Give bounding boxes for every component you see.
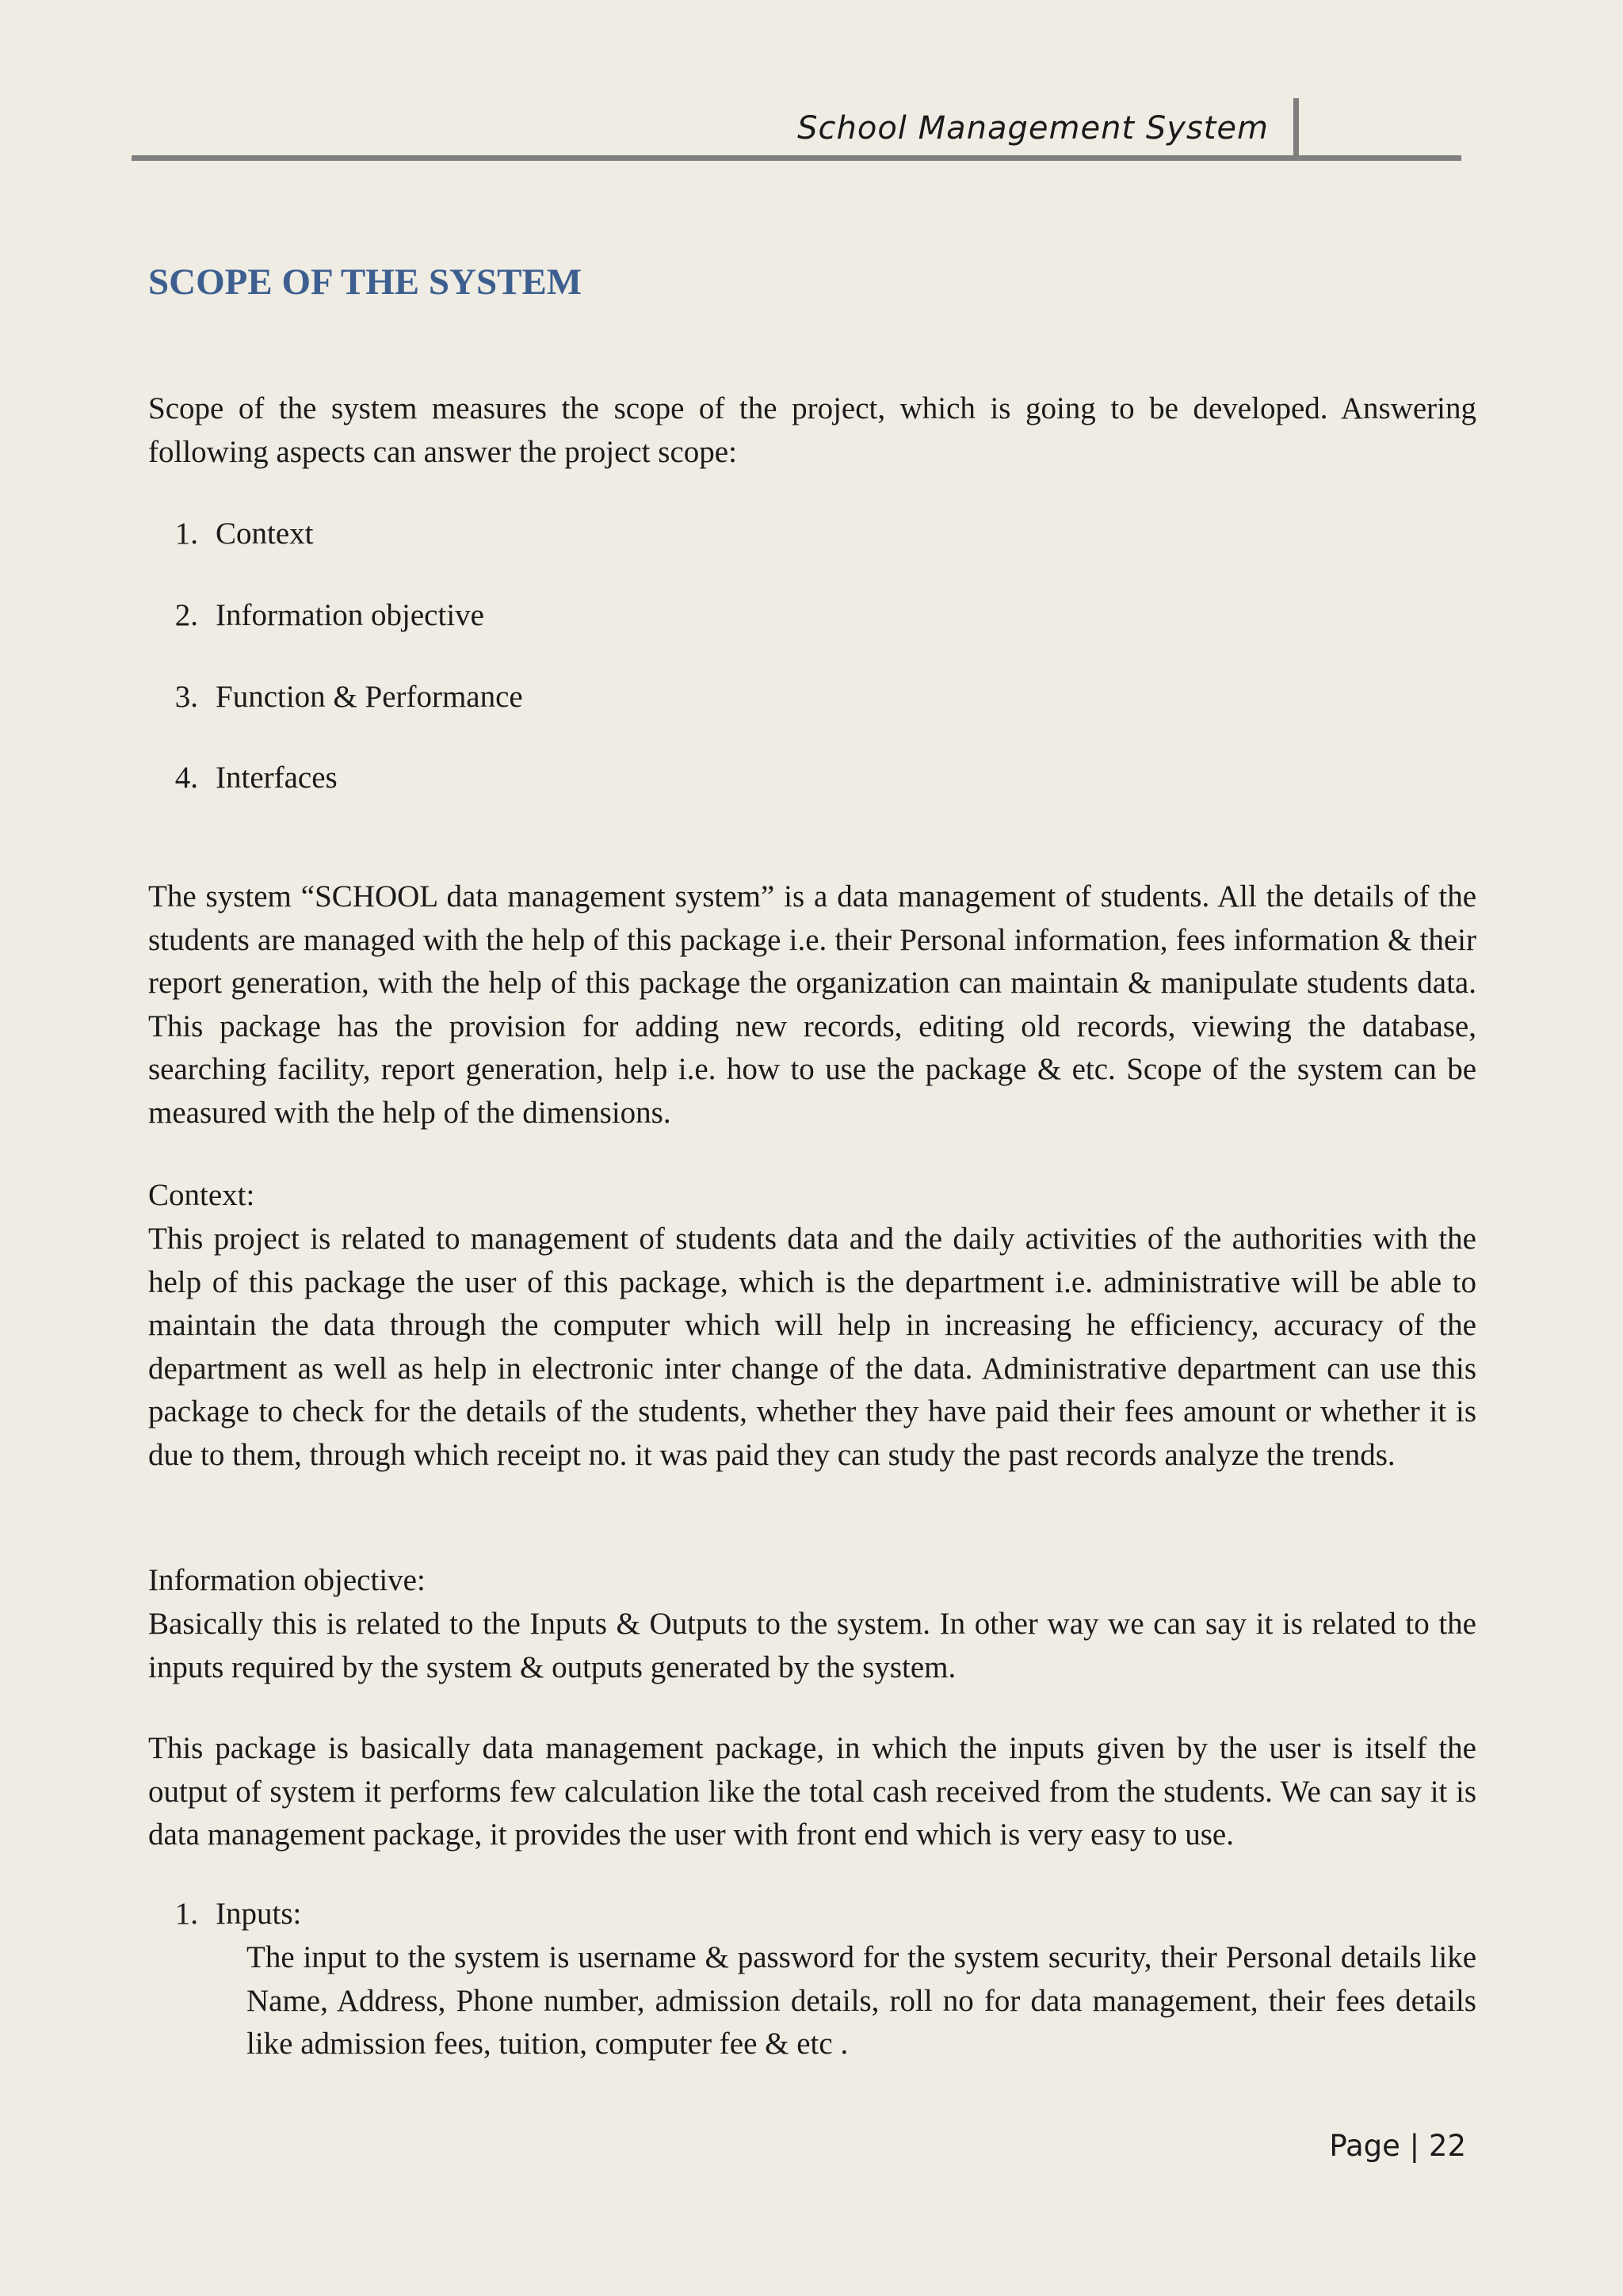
header-rule	[132, 155, 1461, 161]
package-description-paragraph: This package is basically data management package, in which the inputs given by the user is itself the output of system it performs few calculation like the total cash received from the students. We can say it is data management package, it provides the user with front end which is very easy to use.	[148, 1731, 1476, 1852]
list-item	[148, 757, 338, 800]
list-item	[148, 594, 484, 638]
list-item-number: 3.	[174, 680, 198, 714]
intro-paragraph: Scope of the system measures the scope of the project, which is going to be developed. Answering following aspects can answer the project scope:	[148, 391, 1476, 469]
list-item-number: 1.	[174, 517, 198, 551]
list-item-number: 4.	[174, 761, 198, 795]
information-objective-heading: Information objective:	[148, 1563, 426, 1597]
context-paragraph: This project is related to management of students data and the daily activities of the authorities with the help of this package the user of this package, which is the department i.e. administrative will be able to maintain the data through the computer which will help in increasing he efficiency, accuracy of the department as well as help in electronic inter change of the data. Administrative department can use this package to check for the details of the students, whether they have paid their fees amount or whether it is due to them, through which receipt no. it was paid they can study the past records analyze the trends.	[148, 1222, 1476, 1472]
list-item-label: Context	[216, 517, 314, 551]
inputs-paragraph: The input to the system is username & password for the system security, their Personal details like Name, Address, Phone number, admission details, roll no for data management, their fees details like admission fees, tuition, computer fee & etc .	[246, 1940, 1476, 2061]
section-title: SCOPE OF THE SYSTEM	[148, 261, 582, 303]
context-heading: Context:	[148, 1178, 255, 1212]
list-item-label: Information objective	[216, 598, 484, 632]
information-objective-paragraph: Basically this is related to the Inputs & Outputs to the system. In other way we can say it is related to the inputs required by the system & outputs generated by the system.	[148, 1607, 1476, 1684]
running-header-title: School Management System	[797, 110, 1269, 147]
list-item-number: 2.	[174, 598, 198, 632]
list-item-label: Function & Performance	[216, 680, 523, 714]
list-item	[148, 676, 523, 719]
list-item-number: 1.	[174, 1897, 198, 1931]
list-item	[148, 1893, 301, 1936]
header-vertical-bar	[1293, 98, 1299, 157]
page-number: Page | 22	[1329, 2129, 1466, 2163]
list-item-label: Inputs:	[216, 1897, 302, 1931]
list-item	[148, 513, 314, 556]
list-item-label: Interfaces	[216, 761, 338, 795]
system-description-paragraph: The system “SCHOOL data management system” is a data management of students. All the details of the students are managed with the help of this package i.e. their Personal information, fees information & their report generation, with the help of this package the organization can maintain & manipulate students data. This package has the provision for adding new records, editing old records, viewing the database, searching facility, report generation, help i.e. how to use the package & etc. Scope of the system can be measured with the help of the dimensions.	[148, 879, 1476, 1130]
